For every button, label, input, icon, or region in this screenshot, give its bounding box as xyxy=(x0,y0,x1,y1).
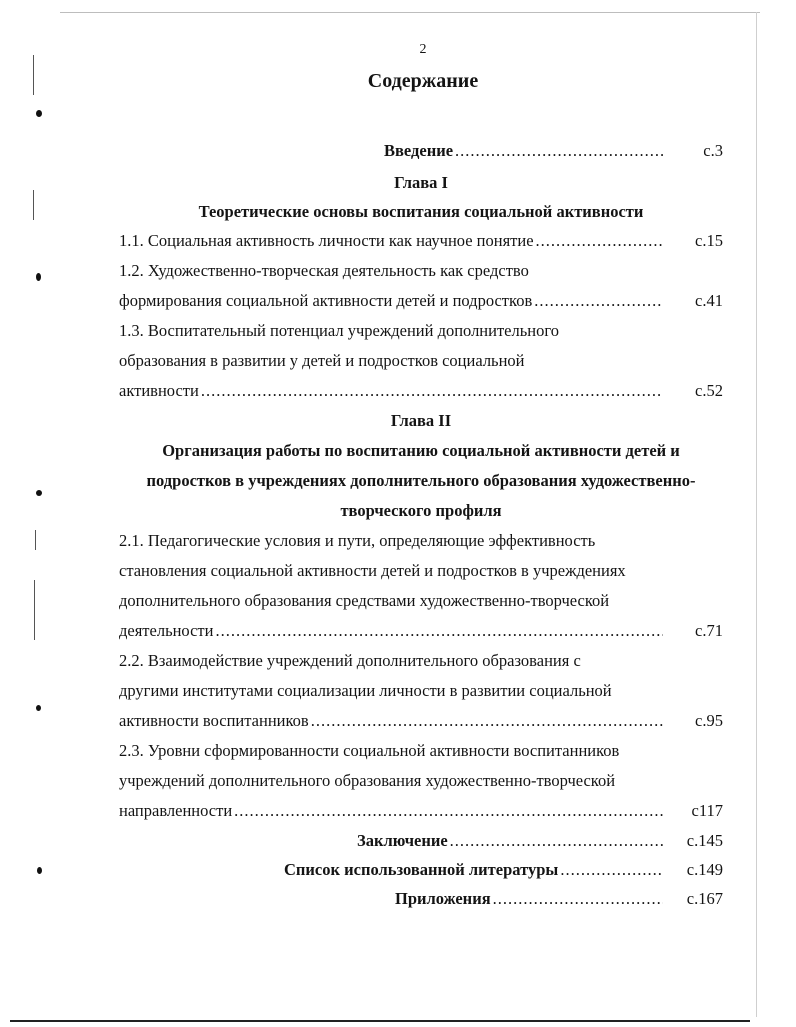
leader-dots xyxy=(532,286,663,316)
toc-page-number: с.3 xyxy=(703,141,723,160)
leader-dots xyxy=(453,136,663,166)
toc-entry-2-1[interactable] xyxy=(119,616,723,646)
toc-entry-2-3[interactable] xyxy=(119,796,723,826)
scan-artifact xyxy=(37,867,42,874)
toc-page-number: с.71 xyxy=(695,621,723,640)
toc-entry-references[interactable] xyxy=(284,855,723,885)
leader-dots xyxy=(199,376,663,406)
chapter-heading: Глава I xyxy=(394,173,448,192)
chapter-heading: Глава II xyxy=(390,411,452,430)
toc-entry-label: направленности xyxy=(119,801,233,820)
toc-entry-conclusion[interactable] xyxy=(357,826,723,856)
toc-entry-label: Введение xyxy=(384,141,454,160)
toc-entry-1-2[interactable] xyxy=(119,286,723,316)
toc-entry-label: Заключение xyxy=(357,831,448,850)
toc-entry-label: активности воспитанников xyxy=(119,711,309,730)
toc-page-number: с.167 xyxy=(686,889,723,908)
toc-entry-1-3-line: 1.3. Воспитательный потенциал учреждений дополнительного xyxy=(119,321,559,340)
toc-entry-2-2-line: другими институтами социализации личности в развитии социальной xyxy=(119,681,612,700)
toc-entry-label: активности xyxy=(119,381,199,400)
chapter-title: Теоретические основы воспитания социальной активности xyxy=(198,202,644,221)
leader-dots xyxy=(309,706,663,736)
page-title: Содержание xyxy=(367,70,479,92)
toc-page-number: с117 xyxy=(691,801,723,820)
page-border-bottom xyxy=(10,1020,750,1022)
leader-dots xyxy=(491,884,663,914)
toc-entry-label: Приложения xyxy=(395,889,491,908)
page-border-right xyxy=(756,12,757,1017)
toc-entry-2-2-line: 2.2. Взаимодействие учреждений дополнительного образования с xyxy=(119,651,581,670)
leader-dots xyxy=(558,855,663,885)
toc-entry-1-3[interactable] xyxy=(119,376,723,406)
scan-artifact xyxy=(33,190,34,220)
toc-entry-2-1-line: дополнительного образования средствами художественно-творческой xyxy=(119,591,610,610)
chapter-title: творческого профиля xyxy=(340,501,502,520)
toc-entry-1-2-line: 1.2. Художественно-творческая деятельность как средство xyxy=(119,261,529,280)
toc-entry-2-3-line: учреждений дополнительного образования художественно-творческой xyxy=(119,771,616,790)
scan-artifact xyxy=(36,110,42,117)
leader-dots xyxy=(213,616,663,646)
toc-page-number: с.149 xyxy=(686,860,723,879)
scan-artifact xyxy=(34,580,35,640)
toc-entry-label: формирования социальной активности детей и подростков xyxy=(119,291,533,310)
toc-page-number: с.15 xyxy=(695,231,723,250)
toc-entry-label: Список использованной литературы xyxy=(284,860,559,879)
page-number: 2 xyxy=(419,42,427,57)
toc-page-number: с.41 xyxy=(695,291,723,310)
toc-page-number: с.95 xyxy=(695,711,723,730)
chapter-title: подростков в учреждениях дополнительного образования художественно- xyxy=(146,471,696,490)
scan-artifact xyxy=(36,273,41,281)
toc-page-number: с.145 xyxy=(686,831,723,850)
leader-dots xyxy=(534,226,663,256)
page-border-top xyxy=(60,12,760,13)
toc-entry-2-1-line: становления социальной активности детей и подростков в учреждениях xyxy=(119,561,626,580)
toc-entry-1-1[interactable] xyxy=(119,226,723,256)
toc-entry-appendices[interactable] xyxy=(395,884,723,914)
toc-entry-intro[interactable] xyxy=(384,136,723,166)
toc-entry-label: 1.1. Социальная активность личности как научное понятие xyxy=(119,231,534,250)
leader-dots xyxy=(232,796,663,826)
leader-dots xyxy=(448,826,663,856)
toc-page-number: с.52 xyxy=(695,381,723,400)
toc-entry-2-1-line: 2.1. Педагогические условия и пути, определяющие эффективность xyxy=(119,531,596,550)
toc-entry-label: деятельности xyxy=(119,621,214,640)
toc-entry-1-3-line: образования в развитии у детей и подростков социальной xyxy=(119,351,525,370)
scan-artifact xyxy=(36,705,41,711)
scan-artifact xyxy=(35,530,36,550)
toc-entry-2-3-line: 2.3. Уровни сформированности социальной активности воспитанников xyxy=(119,741,620,760)
scan-artifact xyxy=(36,490,42,496)
toc-entry-2-2[interactable] xyxy=(119,706,723,736)
chapter-title: Организация работы по воспитанию социальной активности детей и xyxy=(162,441,680,460)
